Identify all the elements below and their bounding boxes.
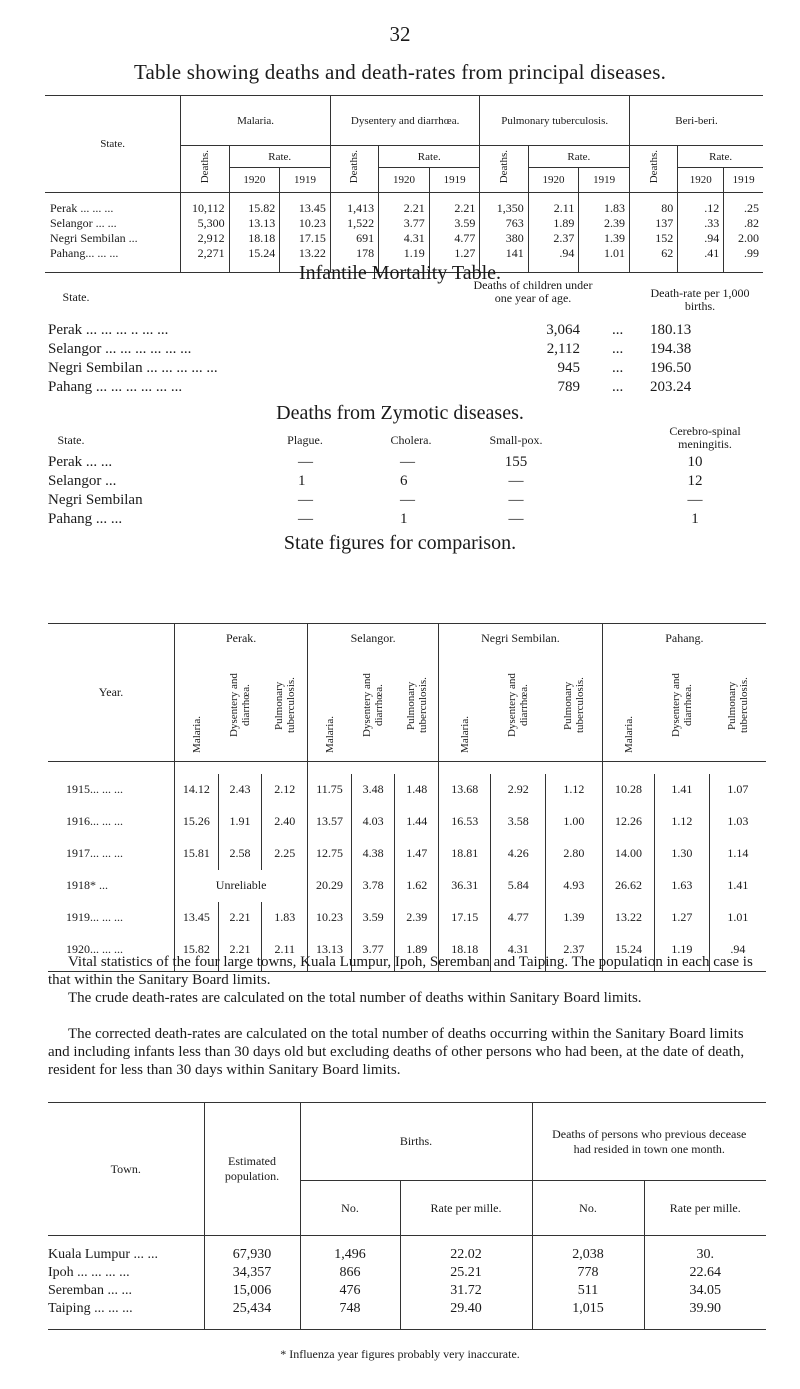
infant-state-header: State. [62, 290, 90, 304]
table-row [48, 774, 766, 806]
cell: 1.07 [709, 774, 766, 806]
cell: 2.37 [546, 934, 603, 966]
cell: 1.83 [262, 902, 308, 934]
meningitis-count: — [687, 492, 703, 508]
state-name: Selangor ... ... [50, 215, 117, 230]
table-row [48, 1264, 766, 1282]
meningitis-count: 12 [687, 473, 703, 489]
cell: 10.23 [280, 216, 331, 231]
cell: 2.21 [379, 201, 430, 216]
deaths-no-header: No. [532, 1181, 644, 1236]
cell: 1.01 [579, 246, 630, 261]
year-1919: 1919 [579, 168, 630, 193]
cell: .94 [709, 934, 766, 966]
town-name: Taiping ... ... ... [48, 1300, 133, 1316]
cell: 2.21 [429, 201, 480, 216]
cell: 2.37 [528, 231, 579, 246]
malaria-col: Malaria. [459, 716, 472, 753]
infant-deaths: 789 [557, 379, 580, 395]
cell: 12.75 [308, 838, 352, 870]
year-cell: 1920... ... ... [66, 942, 123, 956]
table-row [48, 1246, 766, 1264]
cell: 1.12 [655, 806, 710, 838]
cell: 2.39 [579, 216, 630, 231]
cell: 10.23 [308, 902, 352, 934]
cell: 2.58 [218, 838, 262, 870]
rate-label: Rate. [678, 146, 763, 168]
malaria-col: Malaria. [190, 716, 203, 753]
infant-rate: 194.38 [650, 341, 692, 357]
beriberi-header: Beri-beri. [629, 96, 763, 146]
cell: 12.26 [602, 806, 654, 838]
population-header: Estimated population. [204, 1103, 300, 1236]
cell: 15,006 [204, 1282, 300, 1300]
cell: 36.31 [439, 870, 491, 902]
year-1920: 1920 [379, 168, 430, 193]
year-1919: 1919 [429, 168, 480, 193]
year-cell: 1918* ... [66, 878, 108, 892]
comparison-title: State figures for comparison. [283, 532, 517, 554]
meningitis-header: Cerebro-spinal meningitis. [669, 424, 741, 451]
cholera-count: 1 [400, 511, 408, 527]
cell: 29.40 [400, 1300, 532, 1318]
cell: 691 [330, 231, 378, 246]
births-no-header: No. [300, 1181, 400, 1236]
cell: 13.13 [308, 934, 352, 966]
year-1920: 1920 [528, 168, 579, 193]
cell: 67,930 [204, 1246, 300, 1264]
towns-table [48, 1102, 766, 1330]
cell: 13.68 [439, 774, 491, 806]
infant-title: Infantile Mortality Table. [298, 262, 502, 284]
unreliable-note: Unreliable [175, 870, 308, 902]
rate-label: Rate. [379, 146, 480, 168]
cell: 62 [629, 246, 677, 261]
births-header: Births. [300, 1103, 532, 1181]
cell: 380 [480, 231, 528, 246]
cell: 1.44 [395, 806, 439, 838]
selangor-header: Selangor. [308, 624, 439, 654]
year-1920: 1920 [678, 168, 724, 193]
negri-header: Negri Sembilan. [439, 624, 603, 654]
tuberculosis-header: Pulmonary tuberculosis. [480, 96, 630, 146]
plague-count: — [298, 511, 313, 527]
births-rate-header: Rate per mille. [400, 1181, 532, 1236]
cell: .94 [678, 231, 724, 246]
infant-state: Perak ... ... ... .. ... ... [48, 322, 169, 338]
cell: .99 [724, 246, 763, 261]
cell: 2.92 [491, 774, 546, 806]
infant-rate-header: Death-rate per 1,000 births. [650, 286, 750, 313]
smallpox-count: — [508, 511, 524, 527]
malaria-col: Malaria. [323, 716, 336, 753]
cell: 1.19 [655, 934, 710, 966]
cell: 18.81 [439, 838, 491, 870]
cell: 34.05 [644, 1282, 766, 1300]
smallpox-count: 155 [504, 454, 528, 470]
cell: 16.53 [439, 806, 491, 838]
rate-label: Rate. [528, 146, 629, 168]
deaths-rate-header: Rate per mille. [644, 1181, 766, 1236]
cell: 1.41 [709, 870, 766, 902]
deaths-label: Deaths. [647, 149, 660, 184]
infant-rate: 203.24 [650, 379, 692, 395]
table-row [45, 231, 763, 246]
cell: 1.47 [395, 838, 439, 870]
infant-dots: ... [612, 322, 624, 338]
cell: 3.77 [379, 216, 430, 231]
year-header: Year. [98, 685, 124, 699]
cell: 15.24 [602, 934, 654, 966]
cell: 1.83 [579, 201, 630, 216]
tuberculosis-col: Pulmonary tuberculosis. [404, 677, 429, 734]
cell: 2,271 [181, 246, 229, 261]
cell: 13.22 [280, 246, 331, 261]
cell: 15.81 [175, 838, 219, 870]
table-row [48, 1282, 766, 1300]
cell: 1,496 [300, 1246, 400, 1264]
cell: 3.77 [351, 934, 395, 966]
cell: 11.75 [308, 774, 352, 806]
cell: 1,413 [330, 201, 378, 216]
pahang-header: Pahang. [602, 624, 766, 654]
table-row [48, 902, 766, 934]
table-row [45, 246, 763, 261]
cell: 178 [330, 246, 378, 261]
cell: 4.03 [351, 806, 395, 838]
cell: 3.59 [351, 902, 395, 934]
cell: 3.59 [429, 216, 480, 231]
cell: 1.91 [218, 806, 262, 838]
table-row [48, 1300, 766, 1318]
year-1919: 1919 [280, 168, 331, 193]
town-name: Seremban ... ... [48, 1282, 132, 1298]
rate-label: Rate. [229, 146, 330, 168]
cell: 1.14 [709, 838, 766, 870]
smallpox-count: — [508, 492, 524, 508]
infant-deaths: 2,112 [546, 341, 580, 357]
table-row [45, 216, 763, 231]
cell: 778 [532, 1264, 644, 1282]
principal-table-title: Table showing deaths and death-rates from principal diseases. [133, 60, 667, 84]
cell: 1,015 [532, 1300, 644, 1318]
deaths-label: Deaths. [198, 149, 211, 184]
cell: 4.31 [379, 231, 430, 246]
plague-header: Plague. [287, 433, 323, 447]
cell: .12 [678, 201, 724, 216]
cell: 1.89 [395, 934, 439, 966]
cell: 2.43 [218, 774, 262, 806]
cell: 1,350 [480, 201, 528, 216]
cell: .33 [678, 216, 724, 231]
cell: 10.28 [602, 774, 654, 806]
cell: 1.27 [429, 246, 480, 261]
cell: 1,522 [330, 216, 378, 231]
town-header: Town. [110, 1161, 141, 1176]
cell: 4.26 [491, 838, 546, 870]
plague-count: — [298, 454, 313, 470]
cell: 15.82 [175, 934, 219, 966]
cell: 18.18 [439, 934, 491, 966]
cell: 2.11 [262, 934, 308, 966]
cell: 476 [300, 1282, 400, 1300]
cell: 3.58 [491, 806, 546, 838]
cell: 2,912 [181, 231, 229, 246]
cell: 15.24 [229, 246, 280, 261]
cell: 1.48 [395, 774, 439, 806]
deaths-header: Deaths of persons who previous decease had resided in town one month. [532, 1103, 766, 1181]
cell: 2.12 [262, 774, 308, 806]
cell: 2.25 [262, 838, 308, 870]
infant-deaths-header: Deaths of children under one year of age. [473, 278, 593, 305]
cell: 4.38 [351, 838, 395, 870]
year-cell: 1919... ... ... [66, 910, 123, 924]
paragraph-crude-rates: The crude death-rates are calculated on the total number of deaths within Sanitary Board limits. [68, 990, 642, 1006]
tuberculosis-col: Pulmonary tuberculosis. [561, 677, 586, 734]
zymotic-state-header: State. [57, 433, 85, 447]
cell: 2.21 [218, 934, 262, 966]
cell: 13.57 [308, 806, 352, 838]
table-row [45, 201, 763, 216]
town-name: Kuala Lumpur ... ... [48, 1246, 159, 1262]
cell: 22.02 [400, 1246, 532, 1264]
cell: 2,038 [532, 1246, 644, 1264]
cell: 17.15 [280, 231, 331, 246]
cell: 4.77 [491, 902, 546, 934]
year-cell: 1915... ... ... [66, 782, 123, 796]
cholera-header: Cholera. [390, 433, 432, 447]
cell: 22.64 [644, 1264, 766, 1282]
cell: 4.31 [491, 934, 546, 966]
cell: 2.39 [395, 902, 439, 934]
tuberculosis-col: Pulmonary tuberculosis. [725, 677, 750, 734]
infant-state: Pahang ... ... ... ... ... ... [48, 379, 183, 395]
infant-dots: ... [612, 341, 624, 357]
infant-state: Selangor ... ... ... ... ... ... [48, 341, 192, 357]
principal-diseases-table [45, 95, 763, 273]
cell: 866 [300, 1264, 400, 1282]
cell: 2.00 [724, 231, 763, 246]
cell: 3.78 [351, 870, 395, 902]
cell: 39.90 [644, 1300, 766, 1318]
cell: 137 [629, 216, 677, 231]
cell: 748 [300, 1300, 400, 1318]
zymotic-state: Pahang ... ... [48, 511, 123, 527]
comparison-table [48, 623, 766, 972]
cell: 4.93 [546, 870, 603, 902]
cell: .82 [724, 216, 763, 231]
state-name: Perak ... ... ... [50, 200, 114, 215]
cell: 1.39 [546, 902, 603, 934]
cell: 13.22 [602, 902, 654, 934]
cell: 5,300 [181, 216, 229, 231]
meningitis-count: 1 [691, 511, 699, 527]
year-1920: 1920 [229, 168, 280, 193]
cell: 1.19 [379, 246, 430, 261]
cell: 1.01 [709, 902, 766, 934]
plague-count: 1 [298, 473, 306, 489]
malaria-header: Malaria. [181, 96, 331, 146]
cell: 3.48 [351, 774, 395, 806]
cell: 1.30 [655, 838, 710, 870]
zymotic-state: Perak ... ... [48, 454, 113, 470]
cell: 26.62 [602, 870, 654, 902]
zymotic-state: Negri Sembilan [48, 492, 143, 508]
cell: 1.00 [546, 806, 603, 838]
cell: 2.11 [528, 201, 579, 216]
infant-dots: ... [612, 360, 624, 376]
cell: 2.21 [218, 902, 262, 934]
year-1919: 1919 [724, 168, 763, 193]
cell: .25 [724, 201, 763, 216]
cell: 1.12 [546, 774, 603, 806]
table-row [48, 806, 766, 838]
infant-rate: 180.13 [650, 322, 692, 338]
cholera-count: 6 [400, 473, 408, 489]
cell: 13.13 [229, 216, 280, 231]
cell: 14.12 [175, 774, 219, 806]
footnote: * Influenza year figures probably very inaccurate. [280, 1347, 520, 1361]
cell: 13.45 [175, 902, 219, 934]
cell: 4.77 [429, 231, 480, 246]
cell: 34,357 [204, 1264, 300, 1282]
cell: 15.82 [229, 201, 280, 216]
infant-state: Negri Sembilan ... ... ... ... ... [48, 360, 218, 376]
smallpox-count: — [508, 473, 524, 489]
paragraph-corrected-rates: The corrected death-rates are calculated on the total number of deaths occurring within the Sanitary Board limits and including infants less than 30 days old but excluding deaths of other persons who had been, at the date of death, resident for less than 30 days within Sanitary Board limits. [48, 1026, 745, 1078]
cell: .94 [528, 246, 579, 261]
dysentery-col: Dysentery and diarrhœa. [506, 673, 531, 738]
cell: 80 [629, 201, 677, 216]
infant-rate: 196.50 [650, 360, 692, 376]
cell: 31.72 [400, 1282, 532, 1300]
cell: 5.84 [491, 870, 546, 902]
smallpox-header: Small-pox. [489, 433, 543, 447]
cell: 1.27 [655, 902, 710, 934]
malaria-col: Malaria. [622, 716, 635, 753]
town-name: Ipoh ... ... ... ... [48, 1264, 130, 1280]
cell: 1.39 [579, 231, 630, 246]
cell: 25.21 [400, 1264, 532, 1282]
cell: 141 [480, 246, 528, 261]
infant-deaths: 3,064 [546, 322, 580, 338]
cell: 17.15 [439, 902, 491, 934]
cell: 511 [532, 1282, 644, 1300]
cell: 10,112 [181, 201, 229, 216]
cell: 25,434 [204, 1300, 300, 1318]
table-row [48, 870, 766, 902]
year-cell: 1916... ... ... [66, 814, 123, 828]
cell: 18.18 [229, 231, 280, 246]
dysentery-col: Dysentery and diarrhœa. [228, 673, 253, 738]
dysentery-header: Dysentery and diarrhœa. [330, 96, 480, 146]
infant-deaths: 945 [557, 360, 580, 376]
cell: 1.89 [528, 216, 579, 231]
state-header: State. [100, 138, 125, 150]
zymotic-title: Deaths from Zymotic diseases. [276, 402, 524, 424]
cell: 13.45 [280, 201, 331, 216]
cell: 1.03 [709, 806, 766, 838]
dysentery-col: Dysentery and diarrhœa. [669, 673, 694, 738]
deaths-label: Deaths. [498, 149, 511, 184]
cholera-count: — [400, 492, 415, 508]
meningitis-count: 10 [687, 454, 703, 470]
infant-dots: ... [612, 379, 624, 395]
table-row [48, 838, 766, 870]
tuberculosis-col: Pulmonary tuberculosis. [272, 677, 297, 734]
cell: 2.40 [262, 806, 308, 838]
cell: 30. [644, 1246, 766, 1264]
year-cell: 1917... ... ... [66, 846, 123, 860]
cell: 14.00 [602, 838, 654, 870]
deaths-label: Deaths. [348, 149, 361, 184]
paragraph-vital-statistics: Vital statistics of the four large towns, Kuala Lumpur, Ipoh, Seremban and Taiping. The population in each case is that within the Sanitary Board limits. [48, 954, 753, 988]
state-name: Pahang... ... ... [50, 245, 119, 260]
cell: 15.26 [175, 806, 219, 838]
state-name: Negri Sembilan ... [50, 230, 138, 245]
plague-count: — [298, 492, 313, 508]
zymotic-state: Selangor ... [48, 473, 117, 489]
cell: 20.29 [308, 870, 352, 902]
cell: 1.41 [655, 774, 710, 806]
perak-header: Perak. [175, 624, 308, 654]
cholera-count: — [400, 454, 415, 470]
cell: 1.62 [395, 870, 439, 902]
dysentery-col: Dysentery and diarrhœa. [361, 673, 386, 738]
page-number: 32 [389, 22, 411, 46]
cell: .41 [678, 246, 724, 261]
cell: 763 [480, 216, 528, 231]
cell: 1.63 [655, 870, 710, 902]
cell: 2.80 [546, 838, 603, 870]
cell: 152 [629, 231, 677, 246]
